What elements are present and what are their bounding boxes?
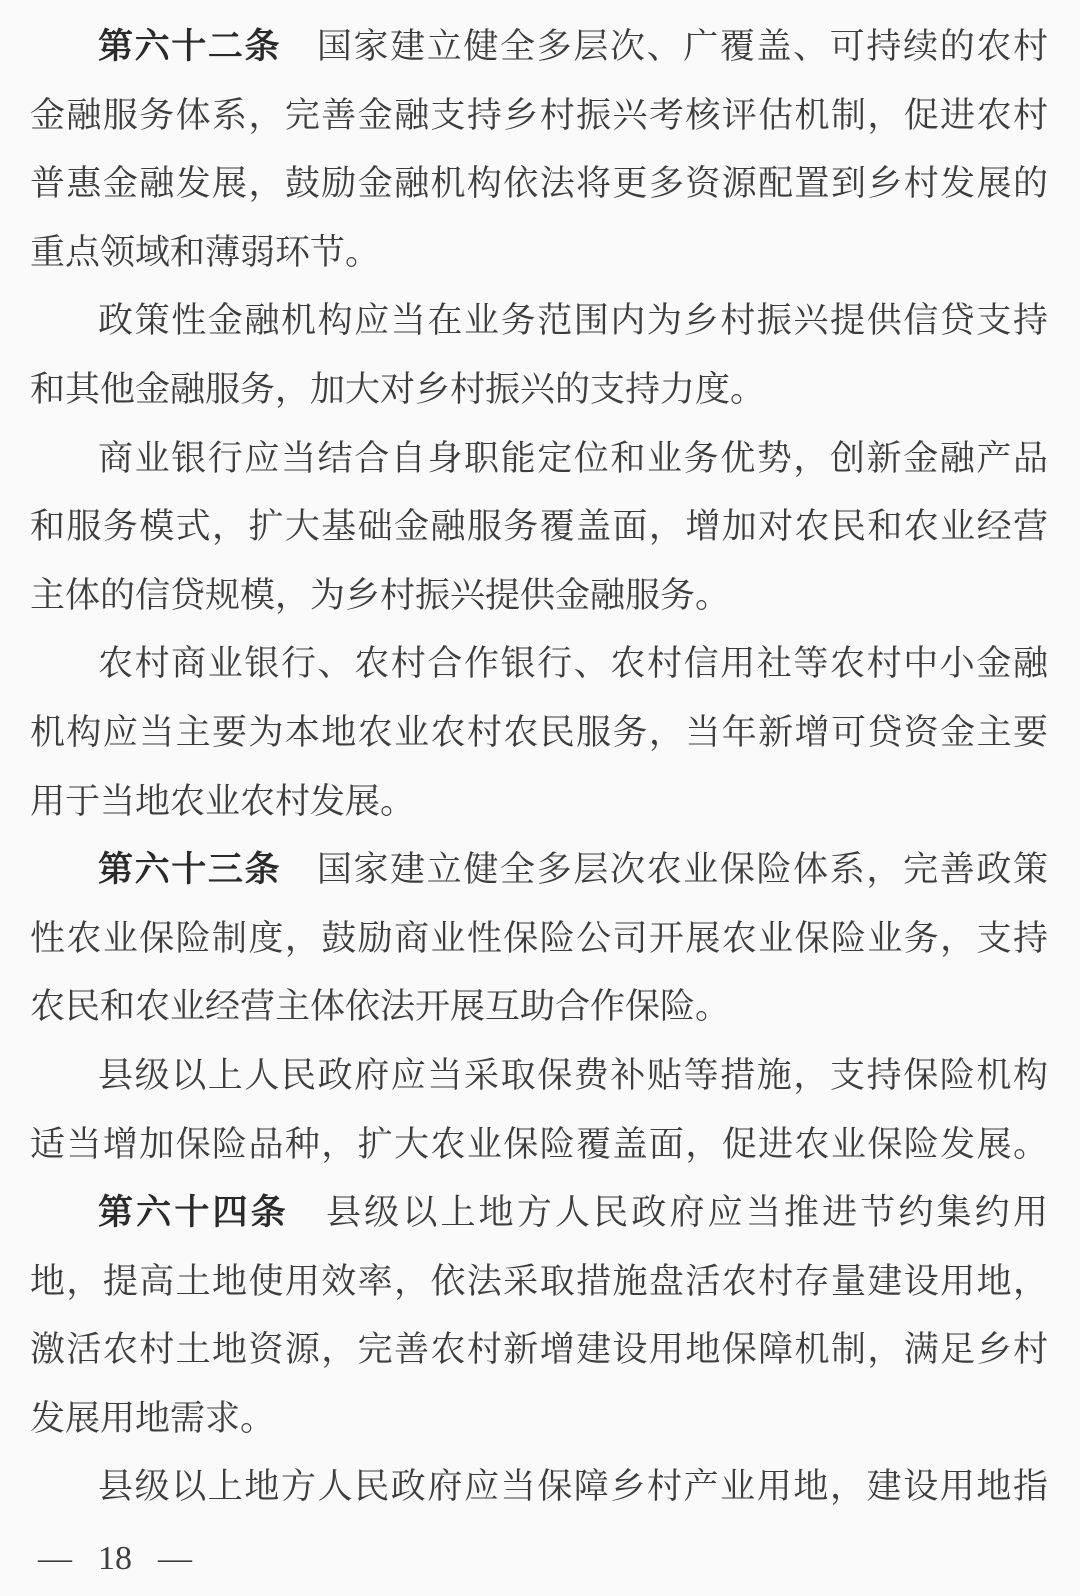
article-62-para-4-line-1 [30, 630, 1048, 699]
article-62-line-1 [30, 13, 1048, 82]
article-62-para-3-line-3 [30, 562, 1048, 631]
line-text: 县级以上地方人民政府应当保障乡村产业用地，建设用地指 [98, 1467, 1048, 1507]
article-62-para-2-line-2 [30, 356, 1048, 425]
line-text: 商业银行应当结合自身职能定位和业务优势，创新金融产品 [98, 438, 1048, 478]
line-text: 国家建立健全多层次农业保险体系，完善政策 [315, 850, 1048, 890]
article-62-line-2 [30, 82, 1048, 151]
footer-dash-right: — [158, 1540, 192, 1577]
line-text: 国家建立健全多层次、广覆盖、可持续的农村 [315, 27, 1048, 66]
article-64-line-4 [30, 1385, 1048, 1454]
article-62-para-3-line-1 [30, 425, 1048, 494]
article-62-para-4-line-3 [30, 768, 1048, 837]
line-text: 县级以上人民政府应当采取保费补贴等措施，支持保险机构 [98, 1055, 1048, 1095]
article-62-para-2-line-1 [30, 287, 1048, 356]
article-63-line-2 [30, 905, 1048, 974]
line-text: 重点领域和薄弱环节。 [30, 232, 381, 272]
article-number-heading: 第六十三条 [98, 850, 282, 890]
article-63-line-3 [30, 973, 1048, 1042]
article-64-line-3 [30, 1316, 1048, 1385]
line-text: 普惠金融发展，鼓励金融机构依法将更多资源配置到乡村发展的 [30, 164, 1048, 204]
article-62-para-3-line-2 [30, 493, 1048, 562]
line-text: 和其他金融服务，加大对乡村振兴的支持力度。 [30, 369, 766, 409]
line-text: 金融服务体系，完善金融支持乡村振兴考核评估机制，促进农村 [30, 95, 1048, 135]
article-64-para-2-line-1 [30, 1453, 1048, 1522]
article-63-line-1 [30, 836, 1048, 905]
page-footer [38, 1540, 192, 1578]
article-number-heading: 第六十四条 [98, 1193, 289, 1233]
line-text: 地，提高土地使用效率，依法采取措施盘活农村存量建设用地， [30, 1261, 1048, 1301]
line-text: 政策性金融机构应当在业务范围内为乡村振兴提供信贷支持 [98, 301, 1048, 341]
line-text: 机构应当主要为本地农业农村农民服务，当年新增可贷资金主要 [30, 712, 1048, 752]
article-63-para-2-line-2 [30, 1111, 1048, 1180]
line-text: 适当增加保险品种，扩大农业保险覆盖面，促进农业保险发展。 [30, 1124, 1048, 1164]
document-body [30, 13, 1048, 1522]
line-text: 和服务模式，扩大基础金融服务覆盖面，增加对农民和农业经营 [30, 507, 1048, 547]
footer-dash-left: — [38, 1540, 72, 1577]
article-62-line-3 [30, 150, 1048, 219]
line-text: 农村商业银行、农村合作银行、农村信用社等农村中小金融 [98, 644, 1048, 684]
line-text: 县级以上地方人民政府应当推进节约集约用 [322, 1193, 1048, 1233]
article-64-line-1 [30, 1179, 1048, 1248]
article-64-line-2 [30, 1248, 1048, 1317]
article-63-para-2-line-1 [30, 1042, 1048, 1111]
article-62-para-4-line-2 [30, 699, 1048, 768]
line-text: 用于当地农业农村发展。 [30, 781, 416, 821]
line-text: 农民和农业经营主体依法开展互助合作保险。 [30, 987, 731, 1027]
page-number: 18 [98, 1540, 132, 1577]
article-number-heading: 第六十二条 [98, 27, 282, 66]
article-62-line-4 [30, 219, 1048, 288]
line-text: 性农业保险制度，鼓励商业性保险公司开展农业保险业务，支持 [30, 918, 1048, 958]
line-text: 发展用地需求。 [30, 1398, 276, 1438]
line-text: 主体的信贷规模，为乡村振兴提供金融服务。 [30, 575, 731, 615]
line-text: 激活农村土地资源，完善农村新增建设用地保障机制，满足乡村 [30, 1330, 1048, 1370]
